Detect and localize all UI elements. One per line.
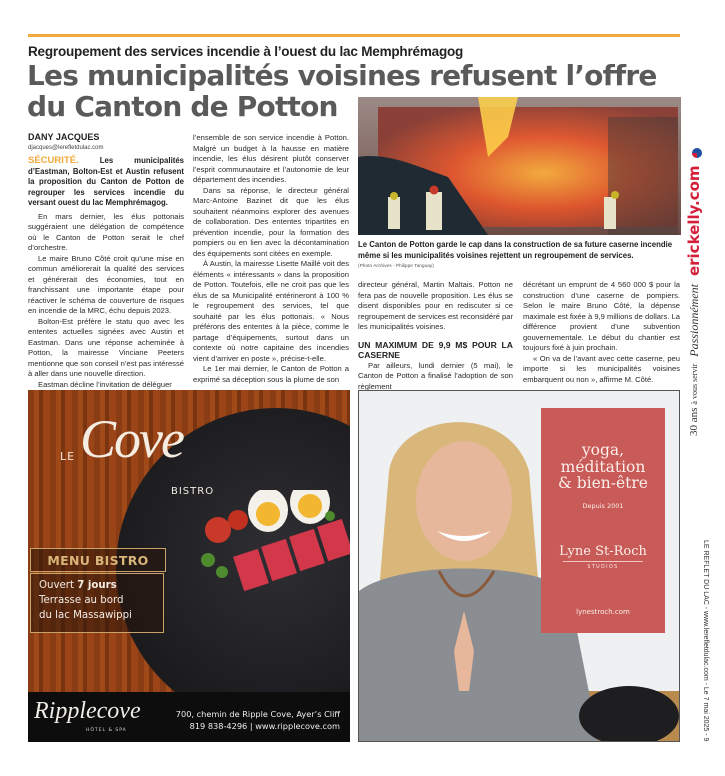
paragraph: Le maire Bruno Côté croit qu’une mise en commun améliorerait la qualité des services et générerait des économies, tout en franchissant une importante étape pour réactiver le schéma de couverture de risques en incendie de la MRC, échu depuis 2023. (28, 253, 184, 315)
article-column-2 (193, 133, 349, 385)
cove-logo-text: Cove (80, 409, 183, 469)
hours-box (30, 573, 164, 633)
author-email: djacques@lerefletdulac.com (28, 145, 104, 151)
cove-ad-footer (28, 692, 350, 742)
yoga-title-line: yoga, (581, 441, 625, 459)
yoga-title-line: méditation (560, 457, 646, 476)
balloon-logo-icon (688, 147, 700, 159)
article-column-4 (523, 280, 680, 385)
terrace-line: Terrasse au bord (39, 595, 124, 606)
yoga-studios: STUDIOS (587, 564, 619, 570)
paragraph: « On va de l’avant avec cette caserne, peu importe si les municipalités voisines embarquent ou non », affirme M. Côté. (523, 353, 680, 384)
signature-text: Passionnément (686, 284, 701, 357)
brand-link[interactable]: erickelly.com (685, 165, 703, 277)
lede-text: Les municipalités d’Eastman, Bolton-Est et Austin refusent la proposition du Canton de Potton de regrouper les services incendie du versant ouest du lac Memphrémagog. (28, 156, 184, 207)
cove-bistro-text: BISTRO (171, 486, 215, 497)
years-text: 30 ans (688, 407, 700, 436)
paragraph: Le 1er mai dernier, le Canton de Potton a exprimé sa déception sous la plume de son (193, 364, 349, 384)
paragraph: Eastman décline l’invitation de déléguer (38, 379, 172, 389)
paragraph: décrétant un emprunt de 4 560 000 $ pour la construction d’une caserne de pompiers. Selon le maire Bruno Côté, la dépense maximale est fixée à 9,9 millions de dollars. La différence provient d’une subvention gouvernementale. Le début du chantier est toujours fixé à juin prochain. (523, 280, 681, 352)
article-lede (28, 156, 184, 209)
lake-line: du lac Massawippi (39, 610, 132, 621)
cove-contact (176, 708, 340, 732)
paragraph: Par ailleurs, lundi dernier (5 mai), le Canton de Potton a finalisé l’adoption de son règlement (358, 360, 513, 391)
cove-address: 700, chemin de Ripple Cove, Ayer’s Cliff (175, 709, 340, 719)
cove-phone-web[interactable]: 819 838-4296 | www.ripplecove.com (189, 721, 340, 731)
paragraph: Dans sa réponse, le directeur général Marc-Antoine Bazinet dit que les élus souhaitent néanmoins explorer des avenues de collaboration. Des ententes tripartites en prévention incendie, pour la formation des pompiers ou en lien avec la décontamination des équipements sont citées en exemple. (193, 185, 349, 258)
cove-bistro-ad[interactable] (28, 390, 350, 742)
paragraph: directeur général, Martin Maltais. Potton ne fera pas de nouvelle proposition. Les élus se disent disponibles pour en rediscuter si ce regroupement de services est reconsidéré par les municipalités voisines. (358, 280, 513, 331)
paragraph: À Austin, la mairesse Lisette Maillé voit des éléments « intéressants » dans la proposition de Potton. Toutefois, elle ne croit pas que les élus de sa Municipalité entérineront à 100 % le regroupement des services, tel que souhaité par les élus pottonais. « Nous préférons des ententes à la pièce, comme le partage d’équipements, surtout dans un contexte où notre capitaine des incendies vient d’arriver en poste », précise-t-elle. (193, 259, 349, 363)
article-subhead: UN MAXIMUM DE 9,9 M$ POUR LA CASERNE (358, 339, 513, 360)
article-kicker: Regroupement des services incendie à l’ouest du lac Memphrémagog (28, 44, 464, 59)
open-days: 7 jours (77, 580, 117, 591)
footer-text: LE REFLET DU LAC - www.lerefletdulac.com - Le 7 mai 2025 - 9 (702, 540, 709, 742)
yoga-info-panel (541, 408, 665, 633)
open-prefix: Ouvert (39, 580, 78, 591)
paragraph: En mars dernier, les élus pottonais suggéraient une délégation de compétence où le Canton de Potton serait le chef d’orchestre. (28, 211, 184, 252)
article-column-1 (28, 156, 184, 390)
photo-credit: (Photo Archives - Philippe Tanguay) (358, 264, 434, 269)
menu-bistro-label: MENU BISTRO (30, 548, 166, 572)
ripplecove-subtitle: HÔTEL & SPA (86, 728, 127, 733)
yoga-title-line: & bien-être (558, 474, 648, 492)
page-footer (699, 540, 711, 765)
article-headline: Les municipalités voisines refusent l’offre du Canton de Potton (27, 59, 657, 123)
yoga-url-link[interactable]: lynestroch.com (576, 607, 630, 616)
fire-photo (358, 97, 681, 235)
open-line (39, 578, 163, 593)
article-author: DANY JACQUES (28, 132, 100, 142)
cove-le-text: LE (60, 450, 76, 463)
fire-scene-image (358, 97, 681, 235)
paragraph: l’ensemble de son service incendie à Potton. Malgré un budget à la hausse en matière incendie, les élus désirent plutôt conserver l’esprit communautaire et l’autonomie de leur département des incendies. (193, 133, 349, 184)
erickelly-vertical-ad[interactable] (683, 98, 705, 436)
article-column-3 (358, 280, 513, 392)
lyne-st-roch-ad[interactable] (358, 390, 680, 742)
ripplecove-logo: Ripplecove (34, 698, 141, 724)
brand-divider (563, 561, 643, 562)
yoga-brand: Lyne St-Roch (559, 543, 647, 559)
food-image (188, 490, 350, 610)
yoga-since: Depuis 2001 (582, 501, 624, 510)
photo-caption: Le Canton de Potton garde le cap dans la construction de sa future caserne incendie même si les municipalités voisines rejettent un regroupement de services. (358, 240, 673, 260)
section-tag: SÉCURITÉ. (28, 155, 79, 166)
top-accent-rule (28, 34, 680, 37)
paragraph: Bolton-Est préfère le statu quo avec les ententes actuelles signées avec Austin et Eastman. Dans une réponse acheminée à Potton, la mairesse Vinciane Peeters mentionne que son conseil n’est pas intéressé à aller dans une nouvelle direction. (28, 316, 184, 378)
tagline-text: à vous servir (689, 363, 699, 405)
yoga-title (541, 442, 665, 492)
